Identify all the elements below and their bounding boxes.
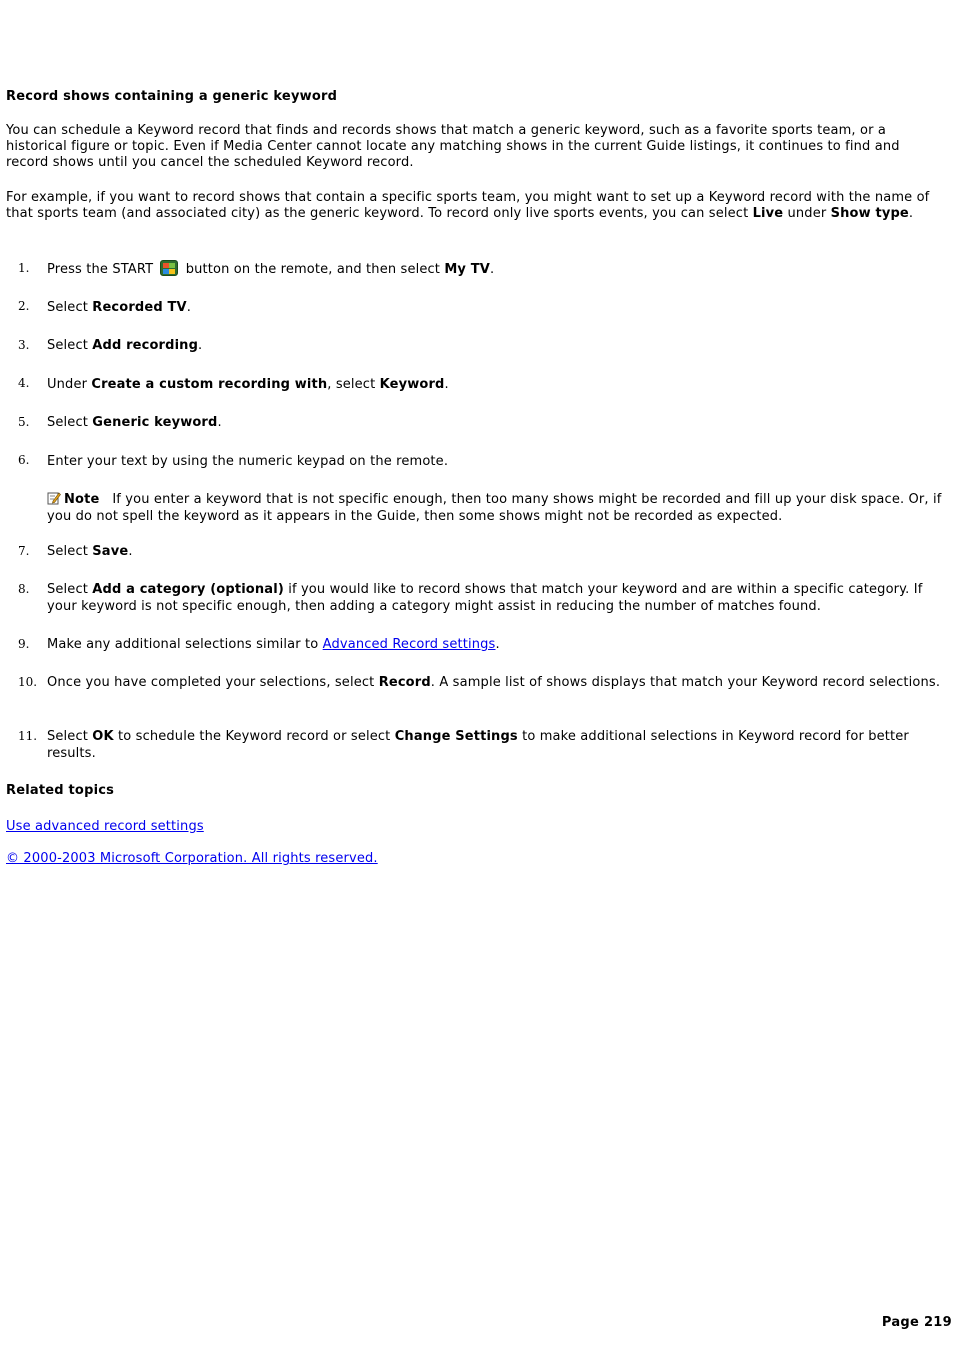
- step-7: [47, 543, 947, 560]
- recorded-tv-label: Recorded TV: [92, 300, 187, 315]
- step-text: .: [444, 377, 449, 392]
- intro-text: .: [908, 206, 914, 221]
- step-2: [47, 299, 947, 316]
- step-number: 7.: [18, 544, 30, 558]
- step-text: . A sample list of shows displays that match your Keyword record selections.: [430, 675, 941, 690]
- step-number: 4.: [18, 376, 30, 390]
- step-text: .: [217, 415, 222, 430]
- add-category-label: Add a category (optional): [92, 582, 284, 597]
- my-tv-label: My TV: [444, 262, 490, 277]
- step-11: [47, 728, 947, 762]
- step-text: , select: [327, 377, 380, 392]
- step-text: Press the START: [47, 262, 158, 277]
- note-block: [47, 491, 947, 525]
- step-text: to make additional selections in Keyword record for better results.: [47, 729, 909, 761]
- step-text: Select: [47, 338, 93, 353]
- step-text: Select: [47, 582, 93, 597]
- page-number: Page 219: [881, 1315, 952, 1330]
- step-3: [47, 337, 947, 354]
- copyright-link[interactable]: © 2000-2003 Microsoft Corporation. All rights reserved.: [6, 851, 378, 866]
- step-text: Make any additional selections similar to: [47, 637, 323, 652]
- step-number: 3.: [18, 338, 30, 352]
- step-number: 8.: [18, 582, 30, 596]
- create-custom-recording-label: Create a custom recording with: [91, 377, 328, 392]
- step-10: [47, 674, 947, 691]
- step-text: .: [128, 544, 133, 559]
- step-number: 9.: [18, 637, 30, 651]
- step-text: .: [198, 338, 203, 353]
- step-9: [47, 636, 947, 653]
- step-1: [47, 260, 947, 278]
- note-label: Note: [64, 492, 100, 507]
- page-title: Record shows containing a generic keyword: [6, 89, 338, 104]
- step-number: 5.: [18, 415, 30, 429]
- step-number: 2.: [18, 299, 30, 313]
- step-number: 10.: [18, 675, 38, 689]
- step-text: button on the remote, and then select: [181, 262, 445, 277]
- step-text: Select: [47, 300, 93, 315]
- step-6: [47, 453, 947, 470]
- step-8: [47, 581, 947, 615]
- step-text: Select: [47, 729, 93, 744]
- note-icon: [47, 491, 61, 505]
- show-type-label: Show type: [830, 206, 909, 221]
- step-text: Under: [47, 377, 92, 392]
- keyword-label: Keyword: [379, 377, 445, 392]
- add-recording-label: Add recording: [92, 338, 199, 353]
- start-button-icon: [160, 260, 178, 276]
- step-text: .: [495, 637, 500, 652]
- step-5: [47, 414, 947, 431]
- intro-text: under: [783, 206, 831, 221]
- step-text: if you would like to record shows that match your keyword and are within a specific category. If your keyword is not specific enough, then adding a category might assist in reducing the number of matches found.: [47, 582, 923, 614]
- change-settings-label: Change Settings: [394, 729, 518, 744]
- step-text: .: [186, 300, 192, 315]
- advanced-record-settings-link[interactable]: Advanced Record settings: [322, 637, 496, 652]
- step-number: 1.: [18, 261, 30, 275]
- ok-label: OK: [92, 729, 114, 744]
- generic-keyword-label: Generic keyword: [92, 415, 218, 430]
- save-label: Save: [92, 544, 129, 559]
- note-text: If you enter a keyword that is not specific enough, then too many shows might be recorded and fill up your disk space. Or, if you do not spell the keyword as it appears in the Guide, then some shows might not be recorded as expected.: [47, 492, 942, 524]
- record-label: Record: [378, 675, 431, 690]
- intro-text: For example, if you want to record shows that contain a specific sports team, you might want to set up a Keyword record with the name of that sports team (and associated city) as the generic keyword. To record only live sports events, you can select: [6, 190, 930, 221]
- intro-paragraph-1: You can schedule a Keyword record that finds and records shows that match a generic keyword, such as a favorite sports team, or a historical figure or topic. Even if Media Center cannot locate any matching shows in the current Guide listings, it continues to find and record shows until you cancel the scheduled Keyword record.: [6, 123, 900, 170]
- step-4: [47, 376, 947, 393]
- step-number: 11.: [18, 729, 38, 743]
- related-topics-heading: Related topics: [6, 783, 115, 798]
- step-number: 6.: [18, 453, 30, 467]
- step-text: Select: [47, 415, 93, 430]
- step-text: .: [489, 262, 495, 277]
- live-label: Live: [752, 206, 784, 221]
- step-text: Enter your text by using the numeric keypad on the remote.: [47, 454, 449, 469]
- step-text: to schedule the Keyword record or select: [113, 729, 395, 744]
- intro-paragraph-2: [6, 190, 946, 222]
- step-text: Once you have completed your selections, select: [47, 675, 379, 690]
- use-advanced-record-settings-link[interactable]: Use advanced record settings: [6, 819, 204, 834]
- step-text: Select: [47, 544, 93, 559]
